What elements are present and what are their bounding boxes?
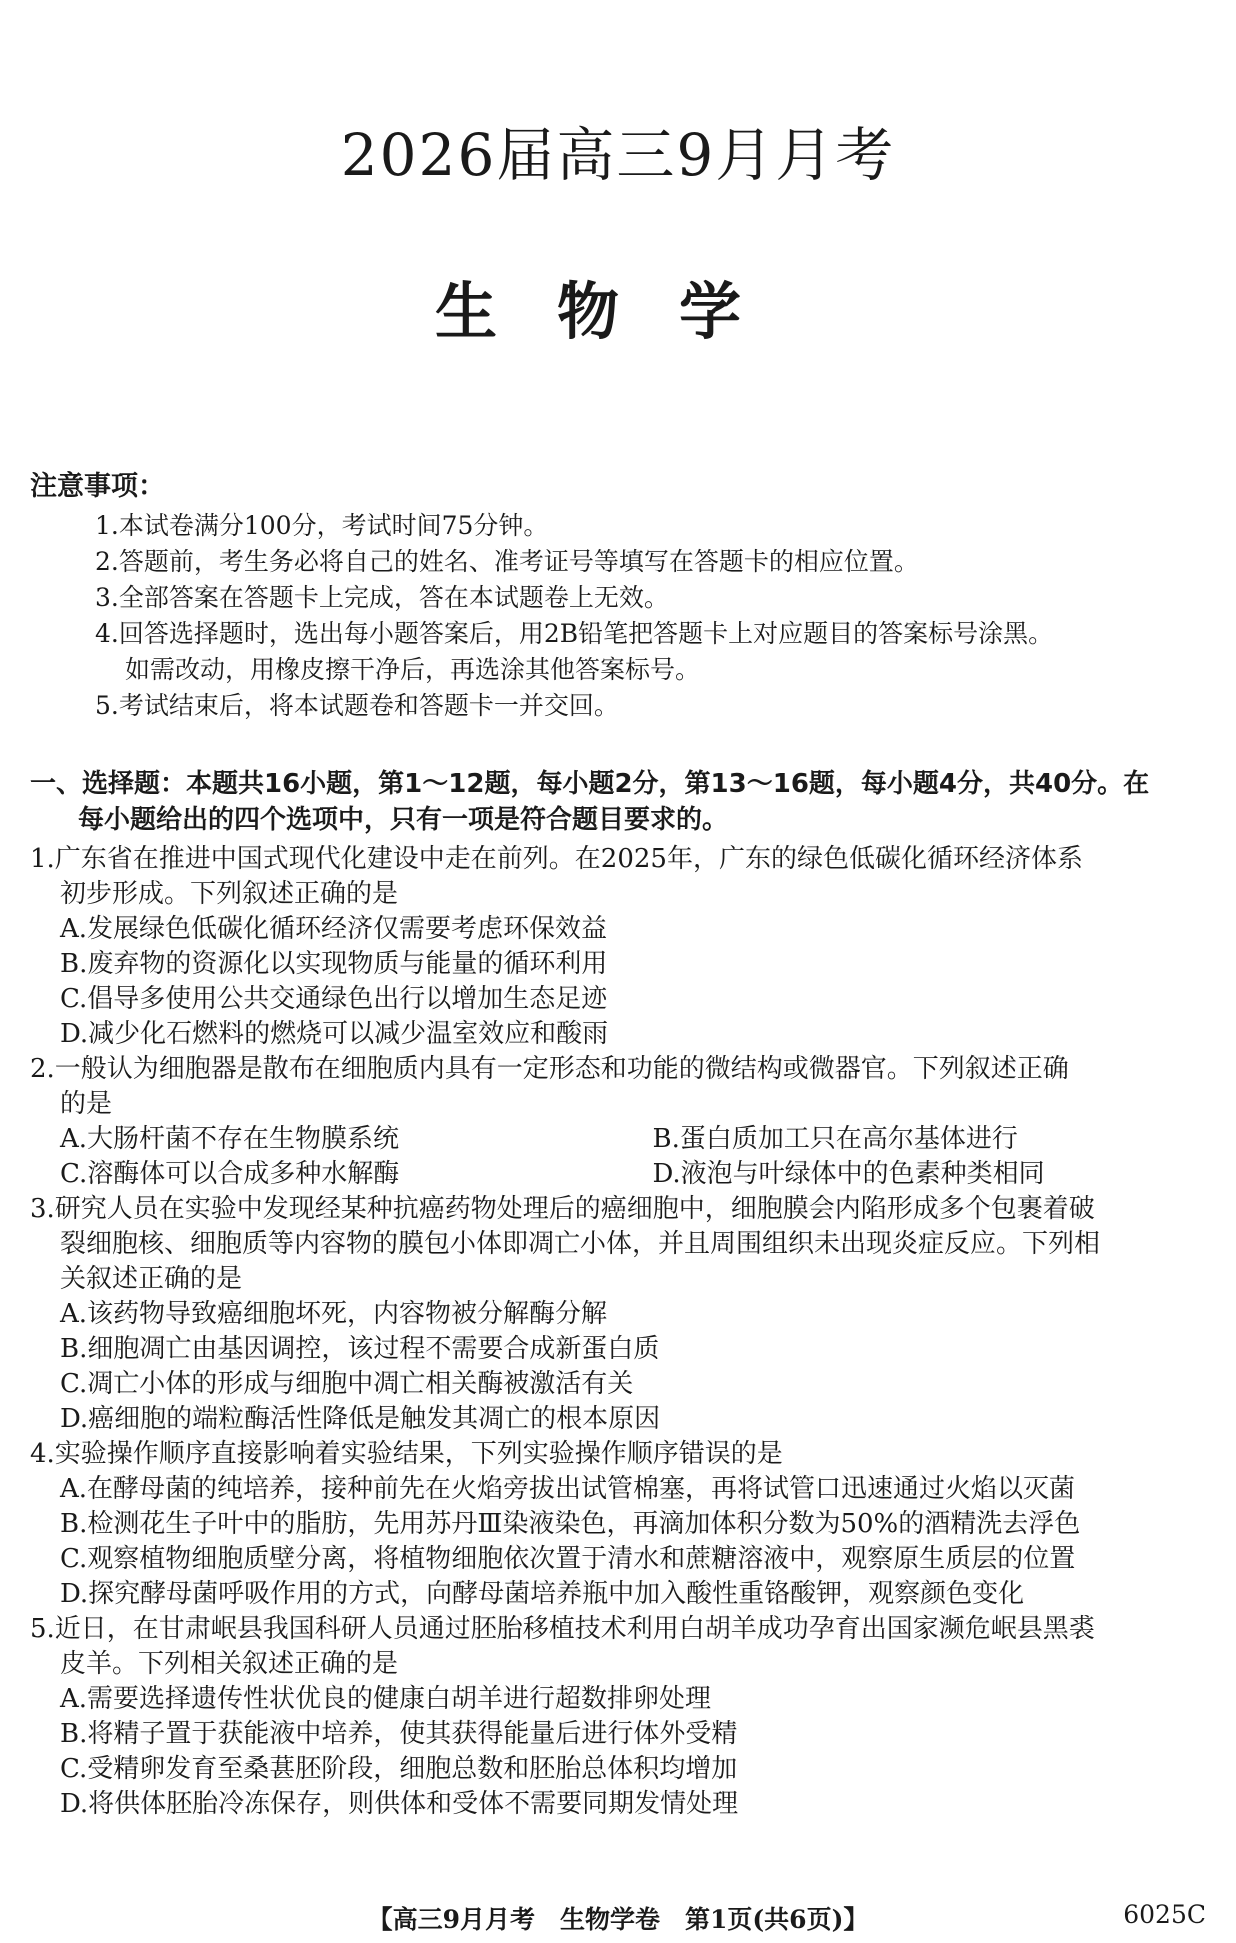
- page-footer: 【高三9月月考 生物学卷 第1页(共6页)】: [367, 1905, 869, 1934]
- section-heading-line: 一、选择题：本题共16小题，第1～12题，每小题2分，第13～16题，每小题4分，共40分。在: [30, 769, 1150, 799]
- option-d: D.将供体胚胎冷冻保存，则供体和受体不需要同期发情处理: [60, 1789, 739, 1819]
- question-1: [30, 842, 1215, 1052]
- option-b: B.废弃物的资源化以实现物质与能量的循环利用: [60, 949, 608, 979]
- option-d: D.减少化石燃料的燃烧可以减少温室效应和酸雨: [60, 1019, 609, 1049]
- option-c: C.观察植物细胞质壁分离，将植物细胞依次置于清水和蔗糖溶液中，观察原生质层的位置: [60, 1544, 1076, 1574]
- question-3: [30, 1192, 1215, 1437]
- option-c: C.凋亡小体的形成与细胞中凋亡相关酶被激活有关: [60, 1369, 634, 1399]
- option-b: B.细胞凋亡由基因调控，该过程不需要合成新蛋白质: [60, 1334, 660, 1364]
- notice-heading: 注意事项：: [30, 471, 165, 502]
- notice-item: 5.考试结束后，将本试题卷和答题卡一并交回。: [95, 691, 619, 720]
- option-a: A.需要选择遗传性状优良的健康白胡羊进行超数排卵处理: [60, 1684, 712, 1714]
- option-c: C.溶酶体可以合成多种水解酶: [60, 1159, 400, 1189]
- question-stem: 3.研究人员在实验中发现经某种抗癌药物处理后的癌细胞中，细胞膜会内陷形成多个包裹着破: [30, 1194, 1095, 1224]
- notice-item-continuation: 如需改动，用橡皮擦干净后，再选涂其他答案标号。: [125, 655, 701, 684]
- option-a: A.大肠杆菌不存在生物膜系统: [60, 1124, 400, 1154]
- notice-item: 1.本试卷满分100分，考试时间75分钟。: [95, 511, 549, 540]
- question-stem: 初步形成。下列叙述正确的是: [60, 879, 399, 909]
- option-b: B.将精子置于获能液中培养，使其获得能量后进行体外受精: [60, 1719, 738, 1749]
- section-heading: [30, 766, 1210, 838]
- question-stem: 5.近日，在甘肃岷县我国科研人员通过胚胎移植技术利用白胡羊成功孕育出国家濒危岷县黑裘: [30, 1614, 1095, 1644]
- option-row: [30, 1157, 1215, 1192]
- option-b: B.检测花生子叶中的脂肪，先用苏丹Ⅲ染液染色，再滴加体积分数为50%的酒精洗去浮色: [60, 1509, 1081, 1539]
- notice-item: 3.全部答案在答题卡上完成，答在本试题卷上无效。: [95, 583, 669, 612]
- question-stem: 裂细胞核、细胞质等内容物的膜包小体即凋亡小体，并且周围组织未出现炎症反应。下列相: [60, 1229, 1101, 1259]
- question-list: [30, 842, 1215, 1822]
- question-stem: 的是: [60, 1089, 113, 1119]
- notice-list: [95, 508, 1215, 724]
- option-c: C.倡导多使用公共交通绿色出行以增加生态足迹: [60, 984, 608, 1014]
- option-d: D.癌细胞的端粒酶活性降低是触发其凋亡的根本原因: [60, 1404, 661, 1434]
- question-5: [30, 1612, 1215, 1822]
- question-stem: 1.广东省在推进中国式现代化建设中走在前列。在2025年，广东的绿色低碳化循环经济体系: [30, 844, 1083, 874]
- exam-title: 2026届高三9月月考: [340, 121, 896, 189]
- question-stem: 2.一般认为细胞器是散布在细胞质内具有一定形态和功能的微结构或微器官。下列叙述正确: [30, 1054, 1069, 1084]
- option-a: A.在酵母菌的纯培养，接种前先在火焰旁拔出试管棉塞，再将试管口迅速通过火焰以灭菌: [60, 1474, 1076, 1504]
- subject-title: 生物学: [434, 275, 801, 348]
- notice-item: 2.答题前，考生务必将自己的姓名、准考证号等填写在答题卡的相应位置。: [95, 547, 919, 576]
- option-a: A.该药物导致癌细胞坏死，内容物被分解酶分解: [60, 1299, 608, 1329]
- option-row: [30, 1122, 1215, 1157]
- notice-item: 4.回答选择题时，选出每小题答案后，用2B铅笔把答题卡上对应题目的答案标号涂黑。: [95, 619, 1054, 648]
- option-a: A.发展绿色低碳化循环经济仅需要考虑环保效益: [60, 914, 608, 944]
- paper-code: 6025C: [1123, 1900, 1206, 1929]
- option-d: D.探究酵母菌呼吸作用的方式，向酵母菌培养瓶中加入酸性重铬酸钾，观察颜色变化: [60, 1579, 1025, 1609]
- question-stem: 皮羊。下列相关叙述正确的是: [60, 1649, 399, 1679]
- question-stem: 4.实验操作顺序直接影响着实验结果，下列实验操作顺序错误的是: [30, 1439, 783, 1469]
- question-2: [30, 1052, 1215, 1192]
- option-c: C.受精卵发育至桑葚胚阶段，细胞总数和胚胎总体积均增加: [60, 1754, 738, 1784]
- question-4: [30, 1437, 1215, 1612]
- section-heading-line: 每小题给出的四个选项中，只有一项是符合题目要求的。: [78, 805, 729, 835]
- option-d: D.液泡与叶绿体中的色素种类相同: [652, 1159, 1045, 1189]
- option-b: B.蛋白质加工只在高尔基体进行: [652, 1124, 1018, 1154]
- question-stem: 关叙述正确的是: [60, 1264, 243, 1294]
